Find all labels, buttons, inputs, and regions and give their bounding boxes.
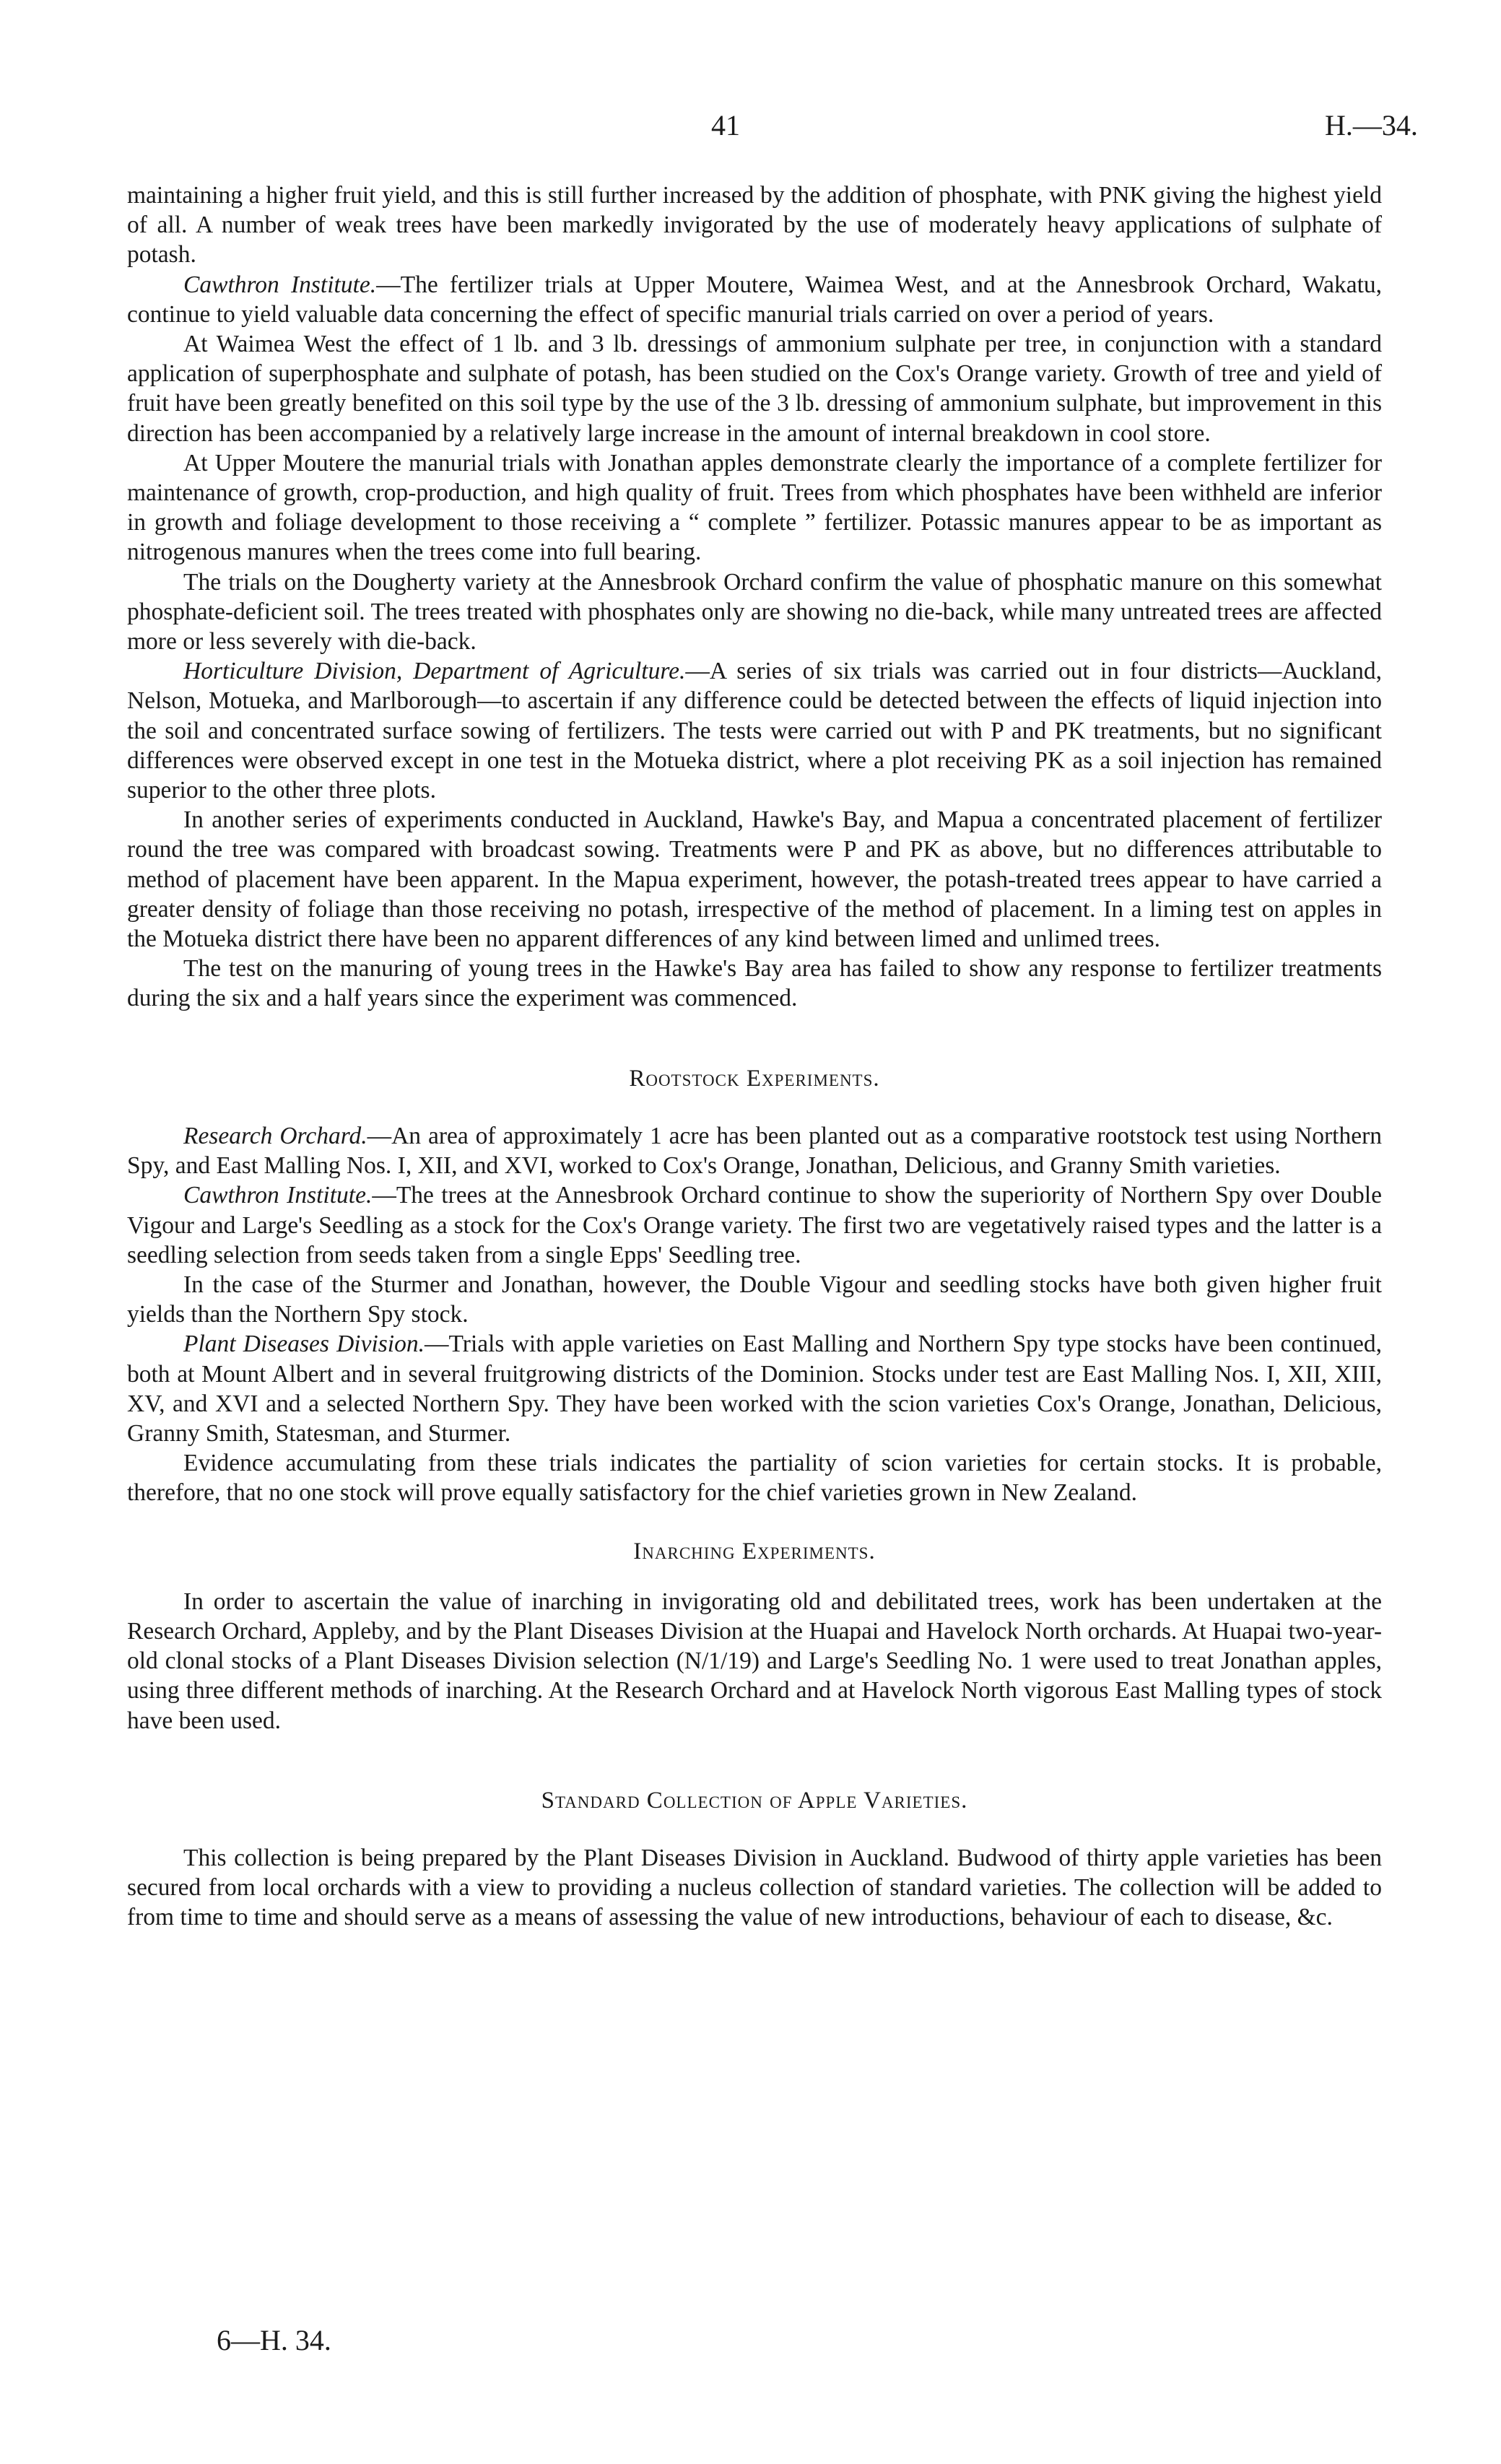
page-number: 41 — [711, 109, 740, 142]
paragraph: Evidence accumulating from these trials indicates the partiality of scion varieties for certain stocks. It is probable, therefore, that no one stock will prove equally satisfactory for the chief varieties grown in New Zealand. — [127, 1450, 1382, 1507]
paragraph-lead: Cawthron Institute. — [183, 271, 377, 298]
paragraph: The test on the manuring of young trees in the Hawke's Bay area has failed to show any response to fertilizer treatments during the six and a half years since the experiment was commenced. — [127, 955, 1382, 1012]
paragraph-text: —The trees at the Annesbrook Orchard continue to show the superiority of Northern Spy over Double Vigour and Large's Seedling as a stock for the Cox's Orange variety. The first two are vegetatively raised types and the latter is a seedling selection from seeds taken from a single Epps' Seedling tree. — [127, 1182, 1382, 1268]
paragraph — [127, 1180, 1382, 1270]
paragraph-lead: Research Orchard. — [183, 1122, 367, 1149]
section-heading: Rootstock Experiments. — [629, 1065, 880, 1092]
paragraph — [127, 270, 1382, 329]
paragraph-lead: Horticulture Division, Department of Agriculture. — [183, 658, 686, 685]
body-text — [127, 180, 1382, 1933]
footer-signature: 6—H. 34. — [217, 2324, 331, 2356]
paragraph: In another series of experiments conducted in Auckland, Hawke's Bay, and Mapua a concentrated placement of fertilizer round the tree was compared with broadcast sowing. Treatments were P and PK as above, but no differences attributable to method of placement have been apparent. In the Mapua experiment, however, the potash-treated trees appear to have carried a greater density of foliage than those receiving no potash, irrespective of the method of placement. In a liming test on apples in the Motueka district there have been no apparent differences of any kind between limed and unlimed trees. — [127, 806, 1382, 953]
paragraph: This collection is being prepared by the Plant Diseases Division in Auckland. Budwood of thirty apple varieties has been secured from local orchards with a view to providing a nucleus collection of standard varieties. The collection will be added to from time to time and should serve as a means of assessing the value of new introductions, behaviour of each to disease, &c. — [127, 1844, 1382, 1931]
paragraph: In the case of the Sturmer and Jonathan, however, the Double Vigour and seedling stocks have both given higher fruit yields than the Northern Spy stock. — [127, 1271, 1382, 1328]
paragraph: The trials on the Dougherty variety at the Annesbrook Orchard confirm the value of phosphatic manure on this somewhat phosphate-deficient soil. The trees treated with phosphates only are showing no die-back, while many untreated trees are affected more or less severely with die-back. — [127, 568, 1382, 656]
paragraph: In order to ascertain the value of inarching in invigorating old and debilitated trees, work has been undertaken at the Research Orchard, Appleby, and by the Plant Diseases Division at the Huapai and Havelock North orchards. At Huapai two-year-old clonal stocks of a Plant Diseases Division selection (N/1/19) and Large's Seedling No. 1 were used to treat Jonathan apples, using three different methods of inarching. At the Research Orchard and at Havelock North vigorous East Malling types of stock have been used. — [127, 1588, 1382, 1734]
paragraph — [127, 1329, 1382, 1448]
section-heading: Standard Collection of Apple Varieties. — [541, 1787, 968, 1814]
document-reference: H.—34. — [1325, 109, 1418, 142]
paragraph — [127, 1121, 1382, 1180]
paragraph-lead: Cawthron Institute. — [183, 1182, 373, 1209]
paragraph: At Upper Moutere the manurial trials with Jonathan apples demonstrate clearly the importance of a complete fertilizer for maintenance of growth, crop-production, and high quality of fruit. Trees from which phosphates have been withheld are inferior in growth and foliage development to those receiving a “ complete ” fertilizer. Potassic manures appear to be as important as nitrogenous manures when the trees come into full bearing. — [127, 449, 1382, 566]
paragraph — [127, 656, 1382, 805]
paragraph: maintaining a higher fruit yield, and this is still further increased by the addition of phosphate, with PNK giving the highest yield of all. A number of weak trees have been markedly invigorated by the use of moderately heavy applications of sulphate of potash. — [127, 182, 1382, 269]
paragraph-text: —Trials with apple varieties on East Malling and Northern Spy type stocks have been continued, both at Mount Albert and in several fruitgrowing districts of the Dominion. Stocks under test are East Malling Nos. I, XII, XIII, XV, and XVI and a selected Northern Spy. They have been worked with the scion varieties Cox's Orange, Jonathan, Delicious, Granny Smith, Statesman, and Sturmer. — [127, 1331, 1382, 1447]
paragraph: At Waimea West the effect of 1 lb. and 3 lb. dressings of ammonium sulphate per tree, in conjunction with a standard application of superphosphate and sulphate of potash, has been studied on the Cox's Orange variety. Growth of tree and yield of fruit have been greatly benefited on this soil type by the use of the 3 lb. dressing of ammonium sulphate, but improvement in this direction has been accompanied by a relatively large increase in the amount of internal breakdown in cool store. — [127, 331, 1382, 447]
paragraph-text: —An area of approximately 1 acre has been planted out as a comparative rootstock test using Northern Spy, and East Malling Nos. I, XII, and XVI, worked to Cox's Orange, Jonathan, Delicious, and Granny Smith varieties. — [127, 1122, 1382, 1180]
paragraph-text: —The fertilizer trials at Upper Moutere, Waimea West, and at the Annesbrook Orchard, Wakatu, continue to yield valuable data concerning the effect of specific manurial trials carried on over a period of years. — [127, 271, 1382, 328]
paragraph-text: —A series of six trials was carried out in four districts—Auckland, Nelson, Motueka, and Marlborough—to ascertain if any difference could be detected between the effects of liquid injection into the soil and concentrated surface sowing of fertilizers. The tests were carried out with P and PK treatments, but no significant differences were observed except in one test in the Motueka district, where a plot receiving PK as a soil injection has remained superior to the other three plots. — [127, 658, 1382, 804]
section-heading: Inarching Experiments. — [633, 1538, 876, 1564]
paragraph-lead: Plant Diseases Division. — [183, 1331, 425, 1358]
